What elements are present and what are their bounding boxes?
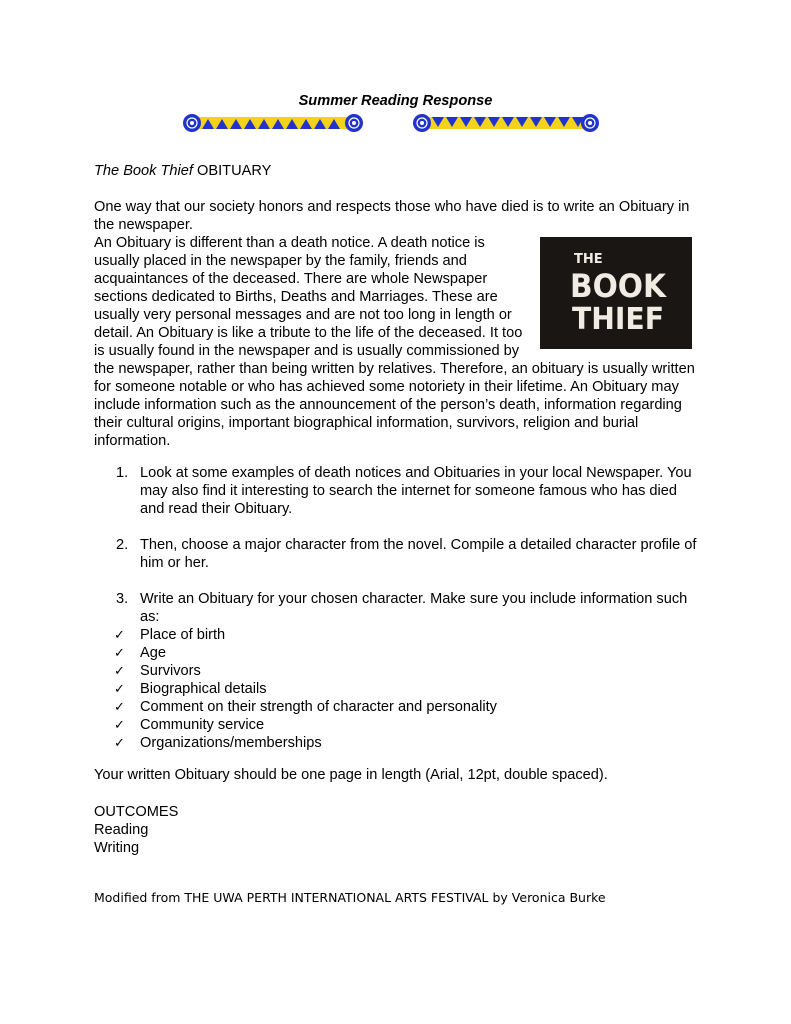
outcome-item: Reading bbox=[94, 822, 149, 838]
list-item bbox=[94, 536, 704, 572]
decorative-border-right bbox=[412, 112, 600, 134]
step-number: 3. bbox=[116, 591, 129, 607]
page-heading: Summer Reading Response bbox=[298, 93, 493, 109]
checkmark-icon: ✓ bbox=[114, 663, 125, 678]
step-number: 1. bbox=[116, 465, 129, 481]
checklist-item: ✓ Place of birth bbox=[114, 627, 226, 643]
footer-credit: Modified from THE UWA PERTH INTERNATIONAL ARTS FESTIVAL by Veronica Burke bbox=[94, 890, 606, 905]
list-item bbox=[94, 464, 704, 518]
checkmark-icon: ✓ bbox=[114, 735, 125, 750]
title-suffix: OBITUARY bbox=[192, 163, 272, 179]
document-title bbox=[94, 163, 271, 179]
checkmark-icon: ✓ bbox=[114, 699, 125, 714]
checklist-item: ✓ Comment on their strength of character and personality bbox=[114, 699, 497, 715]
intro-text bbox=[94, 198, 704, 450]
step-text: Then, choose a major character from the novel. Compile a detailed character profile of him or her. bbox=[140, 537, 697, 571]
checkmark-icon: ✓ bbox=[114, 627, 125, 642]
cover-word-the: THE bbox=[574, 252, 603, 267]
step-text: Write an Obituary for your chosen character. Make sure you include information such as: bbox=[140, 591, 688, 625]
checklist bbox=[94, 626, 704, 752]
checklist-item: ✓ Survivors bbox=[114, 663, 201, 679]
length-note: Your written Obituary should be one page in length (Arial, 12pt, double spaced). bbox=[94, 767, 608, 783]
outcome-item: Writing bbox=[94, 840, 140, 856]
checkmark-icon: ✓ bbox=[114, 717, 125, 732]
book-title: The Book Thief bbox=[94, 163, 193, 179]
book-cover-image bbox=[540, 237, 692, 349]
checklist-item: ✓ Organizations/memberships bbox=[114, 735, 322, 751]
step-text: Look at some examples of death notices and Obituaries in your local Newspaper. You may also find it interesting to search the internet for someone famous who has died and read their Obituary. bbox=[140, 465, 692, 517]
checklist-item: ✓ Biographical details bbox=[114, 681, 267, 697]
intro-first-line: One way that our society honors and respects those who have died is to write an Obituary in the newspaper. bbox=[94, 199, 690, 233]
cover-word-book: BOOK bbox=[570, 267, 668, 305]
step-number: 2. bbox=[116, 537, 129, 553]
cover-word-thief: THIEF bbox=[572, 302, 664, 337]
outcomes-section bbox=[94, 803, 178, 857]
intro-paragraph: An Obituary is different than a death notice. A death notice is usually placed in the newspaper by the family, friends and acquaintances of the deceased. There are whole Newspaper sections dedicated to Births, Deaths and Marriages. These are usually very personal messages and are not too long in length or detail. An Obituary is like a tribute to the life of the deceased. It too is usually found in the newspaper and is usually commissioned by the newspaper, rather than being written by relatives. Therefore, an obituary is usually written for someone notable or who has achieved some notoriety in their lifetime. An Obituary may include information such as the announcement of the person’s death, information regarding their cultural origins, important biographical information, survivors, religion and burial information. bbox=[94, 235, 695, 449]
list-item bbox=[94, 590, 704, 626]
checklist-item: ✓ Age bbox=[114, 645, 166, 661]
checkmark-icon: ✓ bbox=[114, 681, 125, 696]
book-cover-art bbox=[540, 237, 692, 349]
checkmark-icon: ✓ bbox=[114, 645, 125, 660]
checklist-item: ✓ Community service bbox=[114, 717, 265, 733]
outcomes-heading: OUTCOMES bbox=[94, 804, 179, 820]
instructions-list bbox=[94, 464, 704, 752]
decorative-border-left bbox=[182, 112, 364, 134]
